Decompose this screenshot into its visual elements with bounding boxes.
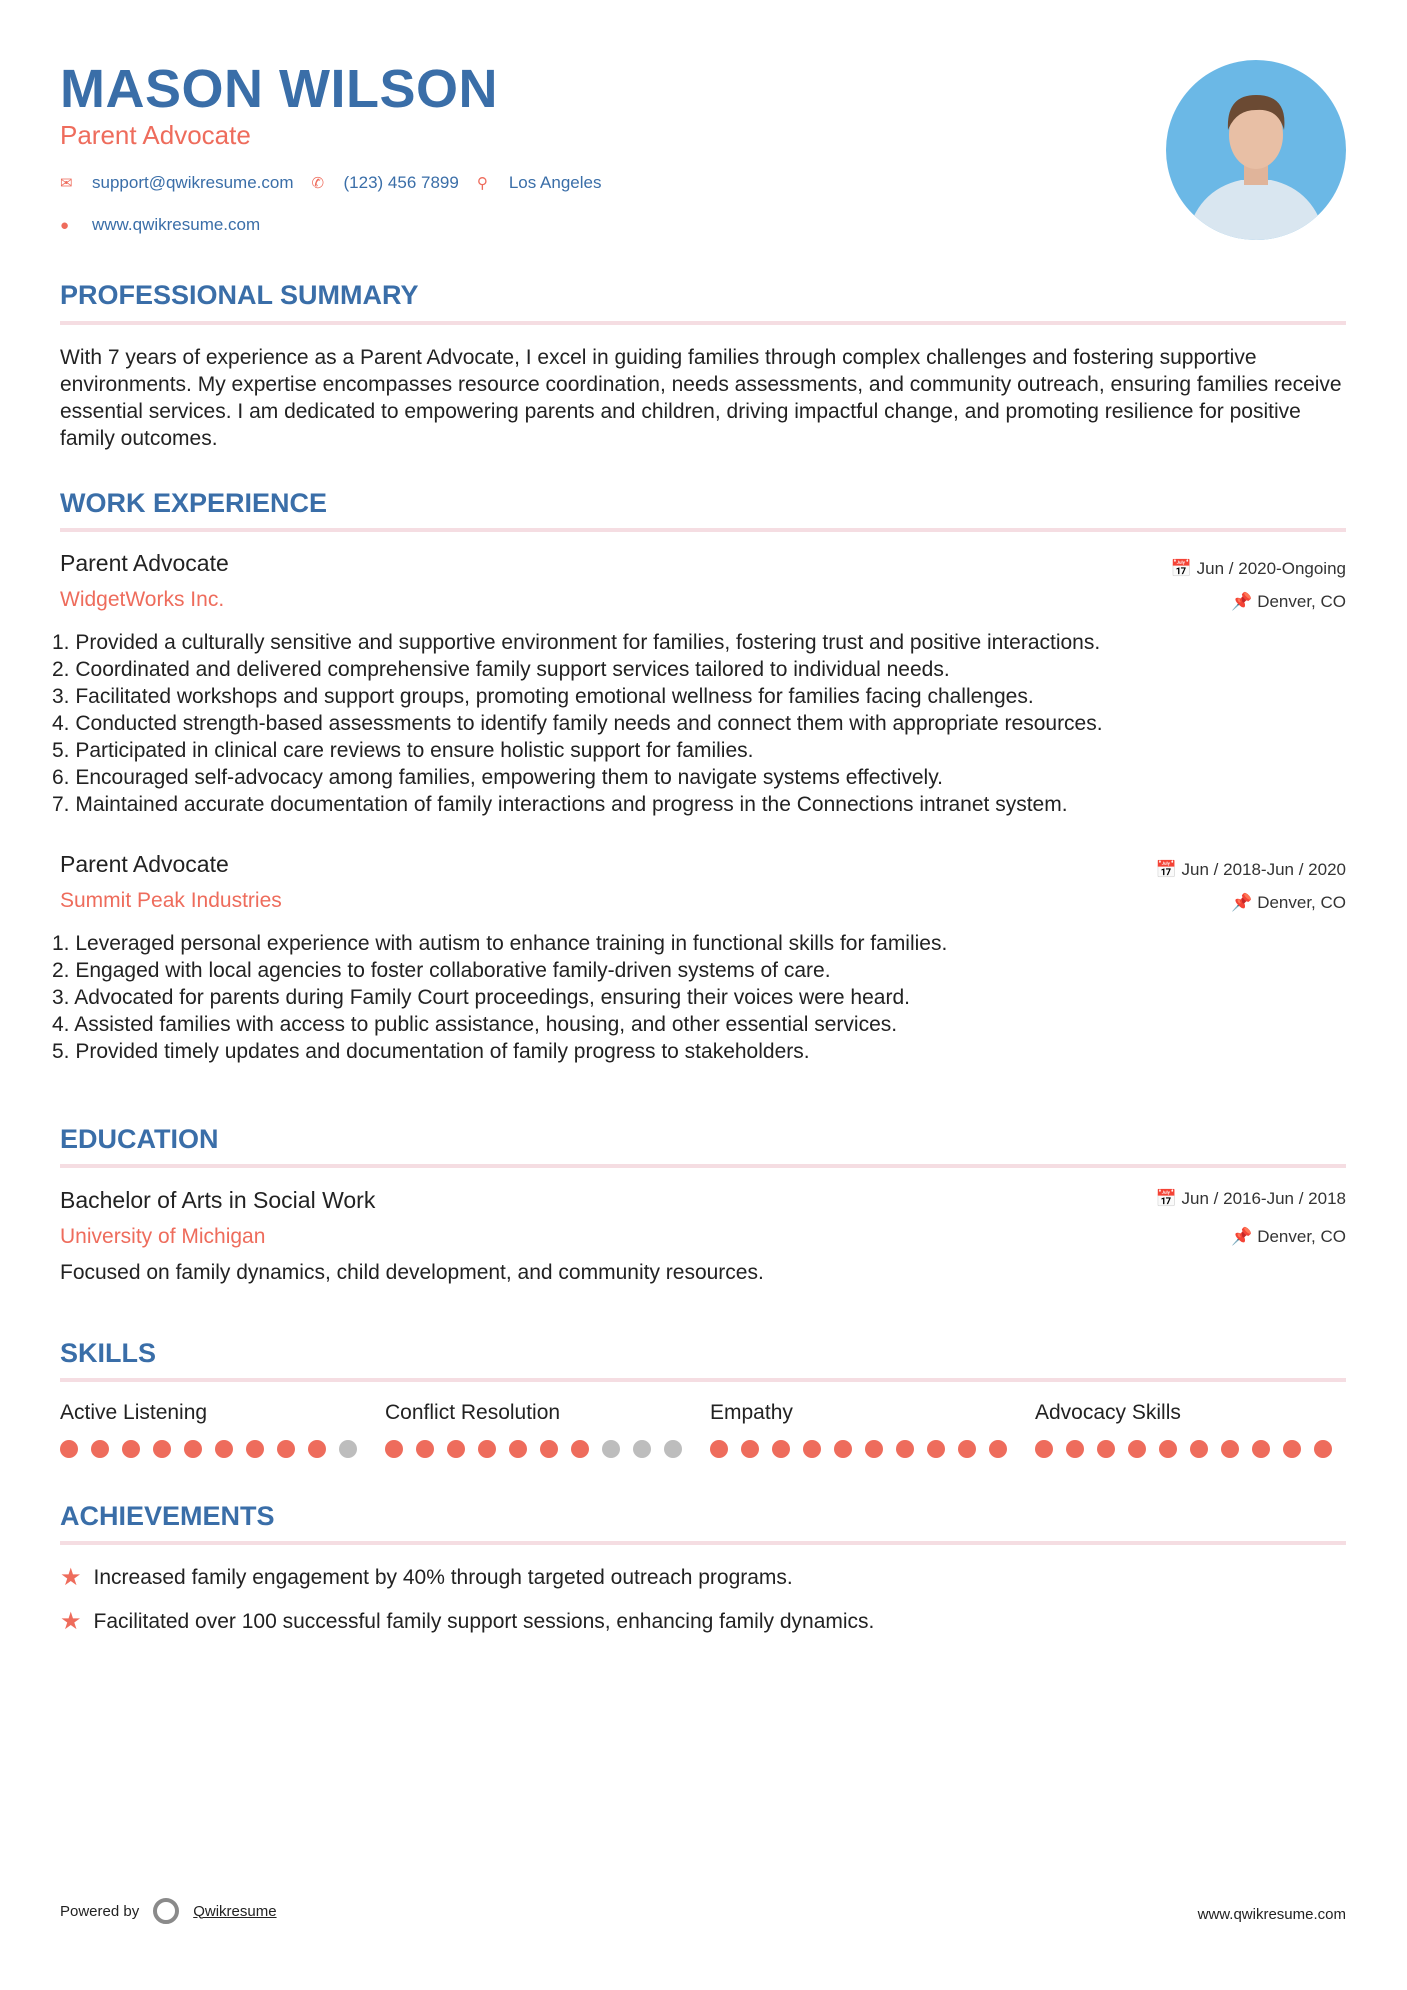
contact-row bbox=[60, 173, 601, 193]
rating-dot-filled bbox=[571, 1440, 589, 1458]
skill-item bbox=[385, 1401, 710, 1458]
rating-dot-filled bbox=[385, 1440, 403, 1458]
skill-name: Conflict Resolution bbox=[385, 1401, 561, 1424]
rating-dot-filled bbox=[958, 1440, 976, 1458]
rating-dot-filled bbox=[246, 1440, 264, 1458]
globe-icon: ● bbox=[60, 216, 70, 234]
rating-dot-filled bbox=[91, 1440, 109, 1458]
rating-dot-filled bbox=[60, 1440, 78, 1458]
rating-dot-filled bbox=[277, 1440, 295, 1458]
location-text: Denver, CO bbox=[1257, 592, 1346, 611]
rating-dot-filled bbox=[834, 1440, 852, 1458]
experience-heading: WORK EXPERIENCE bbox=[60, 488, 328, 518]
candidate-title: Parent Advocate bbox=[60, 120, 251, 150]
company-name: WidgetWorks Inc. bbox=[60, 588, 225, 611]
divider bbox=[60, 528, 1346, 532]
education-description: Focused on family dynamics, child development, and community resources. bbox=[60, 1261, 764, 1284]
rating-dot-filled bbox=[1128, 1440, 1146, 1458]
job-bullets bbox=[52, 629, 1342, 818]
dates-text: Jun / 2018-Jun / 2020 bbox=[1181, 860, 1346, 879]
rating-dot-filled bbox=[710, 1440, 728, 1458]
skills-grid bbox=[60, 1401, 1360, 1458]
star-icon: ★ bbox=[60, 1564, 82, 1591]
list-item: 5. Provided timely updates and documentation of family progress to stakeholders. bbox=[52, 1040, 810, 1063]
skill-name: Empathy bbox=[710, 1401, 793, 1424]
skill-rating bbox=[60, 1440, 385, 1458]
location-text: Los Angeles bbox=[508, 173, 602, 192]
skill-rating bbox=[1035, 1440, 1360, 1458]
job-dates bbox=[1171, 559, 1346, 579]
list-item: 1. Provided a culturally sensitive and supportive environment for families, fostering trust and positive interactions. bbox=[52, 631, 1101, 654]
rating-dot-filled bbox=[215, 1440, 233, 1458]
dates-text: Jun / 2016-Jun / 2018 bbox=[1181, 1189, 1346, 1208]
skill-name: Advocacy Skills bbox=[1035, 1401, 1181, 1424]
skill-item bbox=[60, 1401, 385, 1458]
phone-text: (123) 456 7899 bbox=[343, 173, 459, 192]
rating-dot-filled bbox=[1190, 1440, 1208, 1458]
footer-brand bbox=[60, 1898, 277, 1924]
footer-website[interactable]: www.qwikresume.com bbox=[1197, 1906, 1346, 1923]
skill-item bbox=[1035, 1401, 1360, 1458]
summary-text: With 7 years of experience as a Parent Advocate, I excel in guiding families through complex challenges and fostering supportive environments. My expertise encompasses resource coordination, needs assessments, and community outreach, ensuring families receive essential services. I am dedicated to empowering parents and children, driving impactful change, and promoting resilience for positive family outcomes. bbox=[60, 346, 1342, 450]
skill-name: Active Listening bbox=[60, 1401, 208, 1424]
rating-dot-filled bbox=[447, 1440, 465, 1458]
location-pin-icon: ⚲ bbox=[476, 175, 488, 192]
list-item: 4. Assisted families with access to public assistance, housing, and other essential services. bbox=[52, 1013, 898, 1036]
rating-dot-filled bbox=[865, 1440, 883, 1458]
achievement-text: Increased family engagement by 40% through targeted outreach programs. bbox=[93, 1565, 793, 1589]
list-item: 2. Engaged with local agencies to foster collaborative family-driven systems of care. bbox=[52, 959, 831, 982]
rating-dot-filled bbox=[896, 1440, 914, 1458]
achievement-text: Facilitated over 100 successful family support sessions, enhancing family dynamics. bbox=[93, 1609, 875, 1633]
rating-dot-filled bbox=[416, 1440, 434, 1458]
qwikresume-logo-icon bbox=[153, 1898, 179, 1924]
rating-dot-filled bbox=[1314, 1440, 1332, 1458]
rating-dot-filled bbox=[1035, 1440, 1053, 1458]
list-item: 2. Coordinated and delivered comprehensive family support services tailored to individual needs. bbox=[52, 658, 950, 681]
rating-dot-filled bbox=[1221, 1440, 1239, 1458]
list-item: 7. Maintained accurate documentation of family interactions and progress in the Connections intranet system. bbox=[52, 793, 1068, 816]
job-bullets bbox=[52, 930, 1342, 1065]
education-dates bbox=[1156, 1189, 1346, 1209]
list-item: 3. Facilitated workshops and support groups, promoting emotional wellness for families facing challenges. bbox=[52, 685, 1034, 708]
location-text: Denver, CO bbox=[1257, 893, 1346, 912]
rating-dot-filled bbox=[989, 1440, 1007, 1458]
pin-icon: 📌 bbox=[1231, 592, 1258, 611]
job-location bbox=[1231, 592, 1346, 612]
rating-dot-empty bbox=[664, 1440, 682, 1458]
job-dates bbox=[1156, 860, 1346, 880]
rating-dot-filled bbox=[741, 1440, 759, 1458]
degree: Bachelor of Arts in Social Work bbox=[60, 1187, 376, 1213]
list-item: 5. Participated in clinical care reviews to ensure holistic support for families. bbox=[52, 739, 754, 762]
brand-link[interactable]: Qwikresume bbox=[193, 1902, 277, 1920]
rating-dot-filled bbox=[1066, 1440, 1084, 1458]
rating-dot-empty bbox=[339, 1440, 357, 1458]
calendar-icon: 📅 bbox=[1170, 559, 1197, 578]
email-link[interactable]: support@qwikresume.com bbox=[92, 173, 294, 192]
skill-rating bbox=[385, 1440, 710, 1458]
divider bbox=[60, 1541, 1346, 1545]
powered-by-text: Powered by bbox=[60, 1902, 140, 1920]
dates-text: Jun / 2020-Ongoing bbox=[1196, 559, 1346, 578]
rating-dot-filled bbox=[1283, 1440, 1301, 1458]
job-title: Parent Advocate bbox=[60, 550, 229, 576]
rating-dot-filled bbox=[153, 1440, 171, 1458]
company-name: Summit Peak Industries bbox=[60, 889, 282, 912]
list-item: 1. Leveraged personal experience with autism to enhance training in functional skills for families. bbox=[52, 932, 948, 955]
rating-dot-filled bbox=[122, 1440, 140, 1458]
rating-dot-filled bbox=[1097, 1440, 1115, 1458]
job-location bbox=[1231, 893, 1346, 913]
list-item: 6. Encouraged self-advocacy among families, empowering them to navigate systems effectively. bbox=[52, 766, 943, 789]
skill-rating bbox=[710, 1440, 1035, 1458]
divider bbox=[60, 1378, 1346, 1382]
profile-photo bbox=[1166, 60, 1346, 240]
star-icon: ★ bbox=[60, 1608, 82, 1635]
divider bbox=[60, 321, 1346, 325]
rating-dot-filled bbox=[540, 1440, 558, 1458]
rating-dot-empty bbox=[602, 1440, 620, 1458]
achievement-item bbox=[60, 1563, 793, 1592]
rating-dot-filled bbox=[803, 1440, 821, 1458]
summary-heading: PROFESSIONAL SUMMARY bbox=[60, 280, 419, 310]
skills-heading: SKILLS bbox=[60, 1338, 157, 1368]
rating-dot-filled bbox=[308, 1440, 326, 1458]
school-name: University of Michigan bbox=[60, 1225, 266, 1248]
achievements-heading: ACHIEVEMENTS bbox=[60, 1501, 275, 1531]
pin-icon: 📌 bbox=[1231, 1227, 1258, 1246]
achievement-item bbox=[60, 1607, 874, 1636]
education-location bbox=[1231, 1227, 1346, 1247]
candidate-name: MASON WILSON bbox=[60, 59, 498, 119]
website-row bbox=[60, 215, 260, 235]
list-item: 3. Advocated for parents during Family Court proceedings, ensuring their voices were heard. bbox=[52, 986, 910, 1009]
divider bbox=[60, 1164, 1346, 1168]
website-link[interactable]: www.qwikresume.com bbox=[92, 215, 261, 234]
calendar-icon: 📅 bbox=[1155, 860, 1182, 879]
rating-dot-filled bbox=[772, 1440, 790, 1458]
rating-dot-filled bbox=[509, 1440, 527, 1458]
rating-dot-filled bbox=[927, 1440, 945, 1458]
rating-dot-filled bbox=[184, 1440, 202, 1458]
job-title: Parent Advocate bbox=[60, 851, 229, 877]
phone-icon: ✆ bbox=[311, 175, 325, 192]
pin-icon: 📌 bbox=[1231, 893, 1258, 912]
rating-dot-filled bbox=[1159, 1440, 1177, 1458]
email-icon: ✉ bbox=[60, 175, 73, 192]
education-heading: EDUCATION bbox=[60, 1124, 219, 1154]
list-item: 4. Conducted strength-based assessments to identify family needs and connect them with appropriate resources. bbox=[52, 712, 1103, 735]
location-text: Denver, CO bbox=[1257, 1227, 1346, 1246]
skill-item bbox=[710, 1401, 1035, 1458]
rating-dot-filled bbox=[478, 1440, 496, 1458]
rating-dot-filled bbox=[1252, 1440, 1270, 1458]
rating-dot-empty bbox=[633, 1440, 651, 1458]
calendar-icon: 📅 bbox=[1155, 1189, 1182, 1208]
